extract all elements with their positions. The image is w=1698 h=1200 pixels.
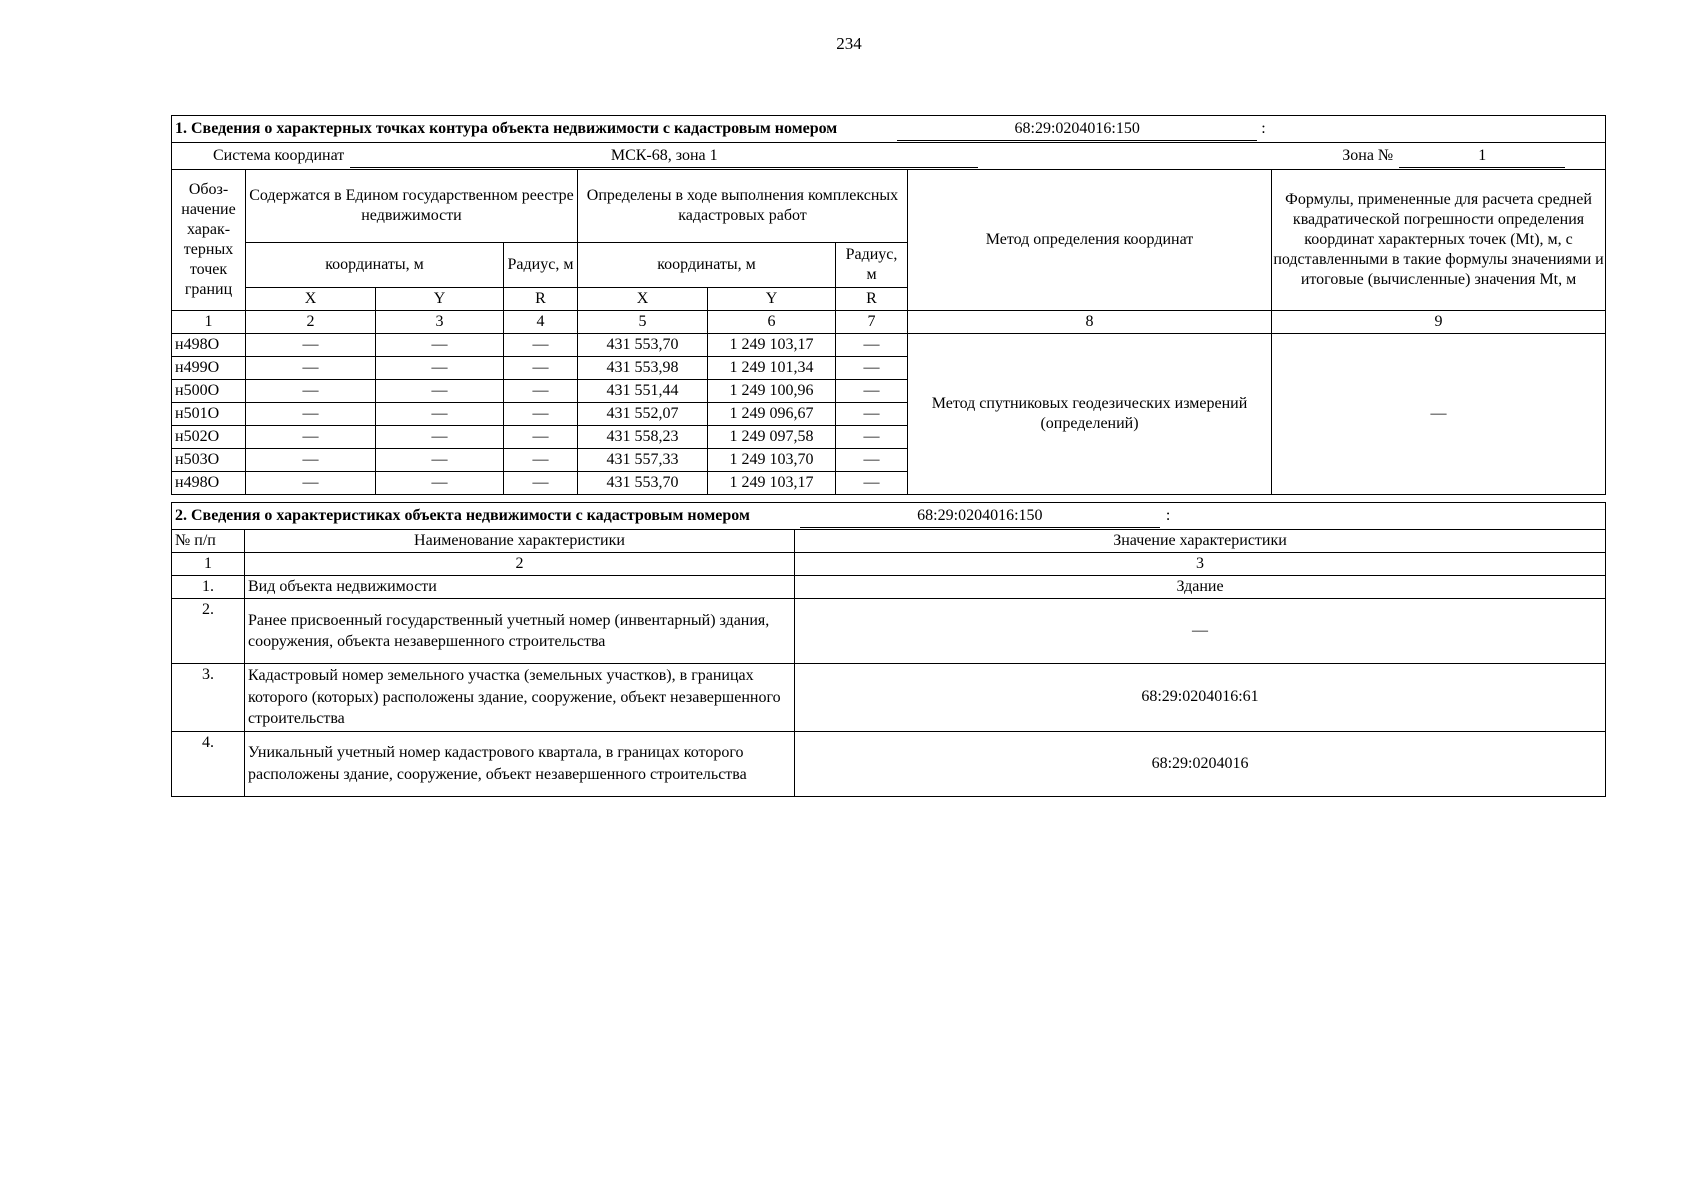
point-egrn-y: — xyxy=(376,334,504,357)
header-complex-x: X xyxy=(578,288,708,311)
column-number: 9 xyxy=(1272,311,1606,334)
point-x: 431 552,07 xyxy=(578,403,708,426)
point-egrn-x: — xyxy=(246,472,376,495)
row-value: — xyxy=(795,599,1606,664)
column-number: 7 xyxy=(836,311,908,334)
column-number: 1 xyxy=(172,311,246,334)
point-egrn-r: — xyxy=(504,472,578,495)
point-name: н500О xyxy=(172,380,246,403)
column-number: 6 xyxy=(708,311,836,334)
header-value: Значение характеристики xyxy=(795,530,1606,553)
point-egrn-y: — xyxy=(376,380,504,403)
point-y: 1 249 103,17 xyxy=(708,334,836,357)
point-egrn-r: — xyxy=(504,357,578,380)
point-egrn-r: — xyxy=(504,380,578,403)
point-name: н498О xyxy=(172,334,246,357)
point-r: — xyxy=(836,380,908,403)
header-egrn: Содержатся в Едином государственном реестре недвижимости xyxy=(246,170,578,243)
header-name: Наименование характеристики xyxy=(245,530,795,553)
row-num: 2. xyxy=(172,599,245,664)
point-egrn-y: — xyxy=(376,472,504,495)
header-complex-coords: координаты, м xyxy=(578,243,836,288)
table-row xyxy=(172,599,1606,664)
point-r: — xyxy=(836,357,908,380)
point-x: 431 551,44 xyxy=(578,380,708,403)
point-name: н498О xyxy=(172,472,246,495)
point-x: 431 558,23 xyxy=(578,426,708,449)
point-egrn-r: — xyxy=(504,449,578,472)
coord-system-row xyxy=(172,143,1606,170)
section1-title: 1. Сведения о характерных точках контура объекта недвижимости с кадастровым номером xyxy=(175,119,838,137)
section2-cadastral-number: 68:29:0204016:150 xyxy=(800,505,1160,528)
section1-colon: : xyxy=(1261,119,1266,137)
point-y: 1 249 097,58 xyxy=(708,426,836,449)
point-y: 1 249 096,67 xyxy=(708,403,836,426)
coord-system-value: МСК-68, зона 1 xyxy=(350,145,978,168)
table-row xyxy=(172,731,1606,796)
point-egrn-r: — xyxy=(504,403,578,426)
section2-title: 2. Сведения о характеристиках объекта недвижимости с кадастровым номером xyxy=(175,506,750,524)
header-egrn-r: R xyxy=(504,288,578,311)
point-egrn-x: — xyxy=(246,334,376,357)
page-number: 234 xyxy=(836,34,862,53)
header-num: № п/п xyxy=(172,530,245,553)
row-value: 68:29:0204016:61 xyxy=(795,664,1606,732)
header-complex-y: Y xyxy=(708,288,836,311)
point-name: н502О xyxy=(172,426,246,449)
row-name: Кадастровый номер земельного участка (земельных участков), в границах которого (которых) расположены здание, сооружение, объект незавершенного строительства xyxy=(245,664,795,732)
column-number: 3 xyxy=(376,311,504,334)
point-x: 431 553,98 xyxy=(578,357,708,380)
point-egrn-x: — xyxy=(246,403,376,426)
point-y: 1 249 101,34 xyxy=(708,357,836,380)
point-y: 1 249 103,17 xyxy=(708,472,836,495)
column-number: 2 xyxy=(246,311,376,334)
row-name: Уникальный учетный номер кадастрового квартала, в границах которого расположены здание, сооружение, объект незавершенного строительства xyxy=(245,731,795,796)
column-number: 2 xyxy=(245,553,795,576)
row-value: Здание xyxy=(795,576,1606,599)
row-num: 4. xyxy=(172,731,245,796)
header-egrn-coords: координаты, м xyxy=(246,243,504,288)
point-r: — xyxy=(836,403,908,426)
section1-title-row xyxy=(172,116,1606,143)
table-row xyxy=(172,334,1606,357)
row-num: 3. xyxy=(172,664,245,732)
characteristic-points-table xyxy=(171,115,1606,495)
point-r: — xyxy=(836,449,908,472)
header-method: Метод определения координат xyxy=(908,170,1272,311)
point-x: 431 553,70 xyxy=(578,334,708,357)
point-name: н499О xyxy=(172,357,246,380)
point-egrn-y: — xyxy=(376,426,504,449)
point-x: 431 553,70 xyxy=(578,472,708,495)
point-egrn-r: — xyxy=(504,426,578,449)
header-complex-r: R xyxy=(836,288,908,311)
column-number: 3 xyxy=(795,553,1606,576)
row-num: 1. xyxy=(172,576,245,599)
row-name: Ранее присвоенный государственный учетный номер (инвентарный) здания, сооружения, объекта незавершенного строительства xyxy=(245,599,795,664)
point-egrn-y: — xyxy=(376,357,504,380)
point-egrn-x: — xyxy=(246,449,376,472)
characteristics-table xyxy=(171,502,1606,797)
point-x: 431 557,33 xyxy=(578,449,708,472)
point-r: — xyxy=(836,334,908,357)
section1-cadastral-number: 68:29:0204016:150 xyxy=(897,118,1257,141)
point-egrn-y: — xyxy=(376,403,504,426)
point-r: — xyxy=(836,472,908,495)
formula-value: — xyxy=(1272,334,1606,495)
column-number: 1 xyxy=(172,553,245,576)
point-egrn-x: — xyxy=(246,380,376,403)
point-name: н501О xyxy=(172,403,246,426)
zone-value: 1 xyxy=(1399,145,1565,168)
header-formulas: Формулы, примененные для расчета средней квадратической погрешности определения координат характерных точек (Mt), м, с подставленными в такие формулы значениями и итоговые (вычисленные) значения Mt, м xyxy=(1272,170,1606,311)
point-egrn-x: — xyxy=(246,357,376,380)
column-number: 5 xyxy=(578,311,708,334)
section2-title-row xyxy=(172,503,1606,530)
header-complex: Определены в ходе выполнения комплексных кадастровых работ xyxy=(578,170,908,243)
header-egrn-x: X xyxy=(246,288,376,311)
column-number: 8 xyxy=(908,311,1272,334)
table-row xyxy=(172,576,1606,599)
zone-label: Зона № xyxy=(1342,146,1394,164)
point-name: н503О xyxy=(172,449,246,472)
point-y: 1 249 103,70 xyxy=(708,449,836,472)
header-designation: Обоз-начение харак-терных точек границ xyxy=(172,170,246,311)
row-name: Вид объекта недвижимости xyxy=(245,576,795,599)
header-egrn-radius: Радиус, м xyxy=(504,243,578,288)
point-egrn-x: — xyxy=(246,426,376,449)
point-r: — xyxy=(836,426,908,449)
method-value: Метод спутниковых геодезических измерений (определений) xyxy=(908,334,1272,495)
row-value: 68:29:0204016 xyxy=(795,731,1606,796)
point-egrn-y: — xyxy=(376,449,504,472)
section2-colon: : xyxy=(1165,506,1171,524)
point-egrn-r: — xyxy=(504,334,578,357)
point-y: 1 249 100,96 xyxy=(708,380,836,403)
table-row xyxy=(172,664,1606,732)
coord-system-label: Система координат xyxy=(213,146,345,164)
header-complex-radius: Радиус, м xyxy=(836,243,908,288)
header-egrn-y: Y xyxy=(376,288,504,311)
column-number: 4 xyxy=(504,311,578,334)
